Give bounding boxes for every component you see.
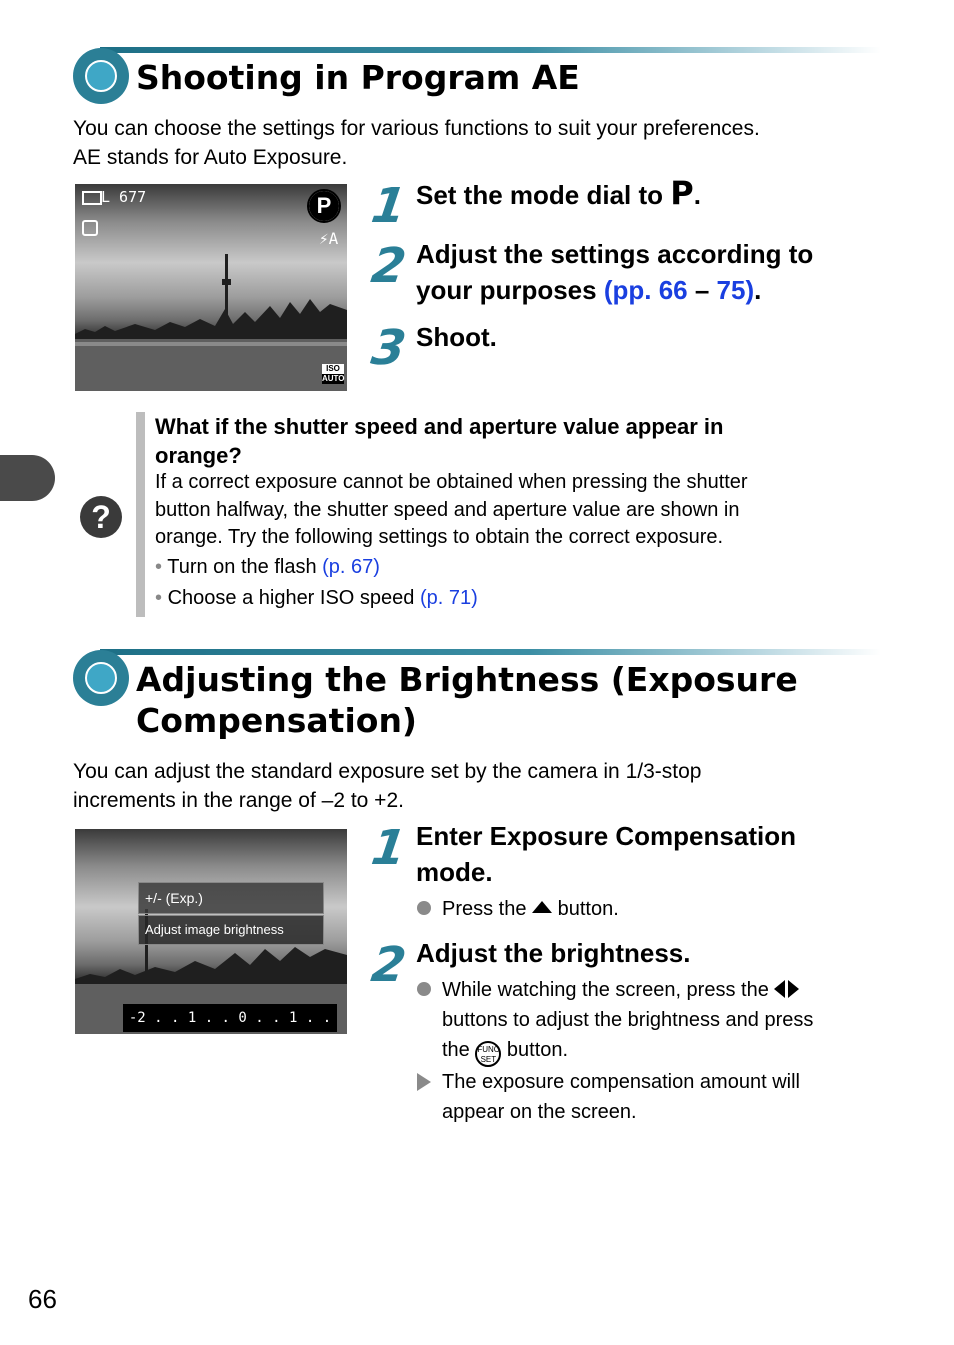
intro-text: You can choose the settings for various functions to suit your preferences. AE stands for Auto Exposure.: [73, 117, 760, 169]
camera-screen-image: [75, 184, 347, 391]
left-arrow-icon: [774, 980, 785, 998]
menu-title-box: +/- (Exp.): [138, 882, 324, 914]
iso-auto-icon: ISO AUTO: [322, 364, 345, 383]
step-text: Set the mode dial to P.: [416, 174, 701, 212]
question-icon: ?: [80, 496, 122, 538]
instruction-text: Press the button.: [442, 898, 619, 920]
flash-auto-icon: ⚡A: [319, 229, 339, 248]
step-text: Enter Exposure Compensation mode.: [416, 821, 796, 887]
bullet-icon: [417, 982, 431, 1001]
program-mode-icon: P: [670, 174, 694, 212]
step-number: 2: [368, 238, 410, 294]
section-bullet-icon: [73, 48, 129, 104]
section-title: Adjusting the Brightness (Exposure Compensation): [136, 660, 798, 740]
instruction-text: While watching the screen, press the buttons to adjust the brightness and press the FUNC SET button.: [442, 975, 872, 1067]
skyline-image: [75, 184, 347, 391]
result-text: The exposure compensation amount will appear on the screen.: [442, 1071, 800, 1123]
step-text: Adjust the settings according to your purposes (pp. 66 – 75).: [416, 239, 814, 305]
page-number: 66: [28, 1284, 57, 1314]
step-number: 1: [368, 820, 410, 876]
page-reference-link[interactable]: (p. 67): [322, 556, 380, 578]
menu-description-box: Adjust image brightness: [138, 915, 324, 945]
page-reference-link[interactable]: 75): [716, 275, 755, 305]
section-header-bar: [100, 649, 881, 655]
page-reference-link[interactable]: (pp. 66: [603, 275, 688, 305]
lock-icon: [82, 220, 98, 236]
section-title: Shooting in Program AE: [136, 58, 580, 97]
battery-size-indicator: L 677: [101, 188, 147, 206]
camera-screen-image: [75, 829, 347, 1054]
list-item: • Turn on the flash (p. 67): [155, 556, 380, 578]
battery-icon: [82, 191, 102, 205]
section-bullet-icon: [73, 650, 129, 706]
intro-text: You can adjust the standard exposure set by the camera in 1/3-stop increments in the range of –2 to +2.: [73, 760, 702, 812]
page-reference-link[interactable]: (p. 71): [419, 587, 478, 609]
bullet-icon: •: [155, 556, 163, 578]
up-arrow-icon: [532, 901, 552, 913]
exposure-scale: -2 . . 1 . . 0 . . 1 . . 2+: [123, 1004, 337, 1032]
program-mode-icon: P: [307, 189, 341, 223]
func-set-icon: FUNC SET: [475, 1041, 501, 1067]
bullet-icon: •: [155, 587, 163, 609]
step-text: Adjust the brightness.: [416, 938, 691, 968]
note-divider: [136, 412, 145, 617]
note-title: What if the shutter speed and aperture value appear in orange?: [155, 414, 724, 468]
step-number: 1: [368, 178, 410, 234]
step-number: 2: [368, 937, 410, 993]
step-number: 3: [368, 320, 410, 376]
right-arrow-icon: [788, 980, 799, 998]
chapter-tab: [0, 455, 55, 501]
bullet-icon: [417, 901, 431, 920]
list-item: • Choose a higher ISO speed (p. 71): [155, 587, 478, 609]
section-header-bar: [100, 47, 881, 53]
note-body: If a correct exposure cannot be obtained when pressing the shutter button halfway, the shutter speed and aperture value are shown in orange. Try the following settings to obtain the correct exposure.: [155, 471, 748, 548]
step-text: Shoot.: [416, 322, 497, 352]
result-arrow-icon: [417, 1073, 431, 1096]
